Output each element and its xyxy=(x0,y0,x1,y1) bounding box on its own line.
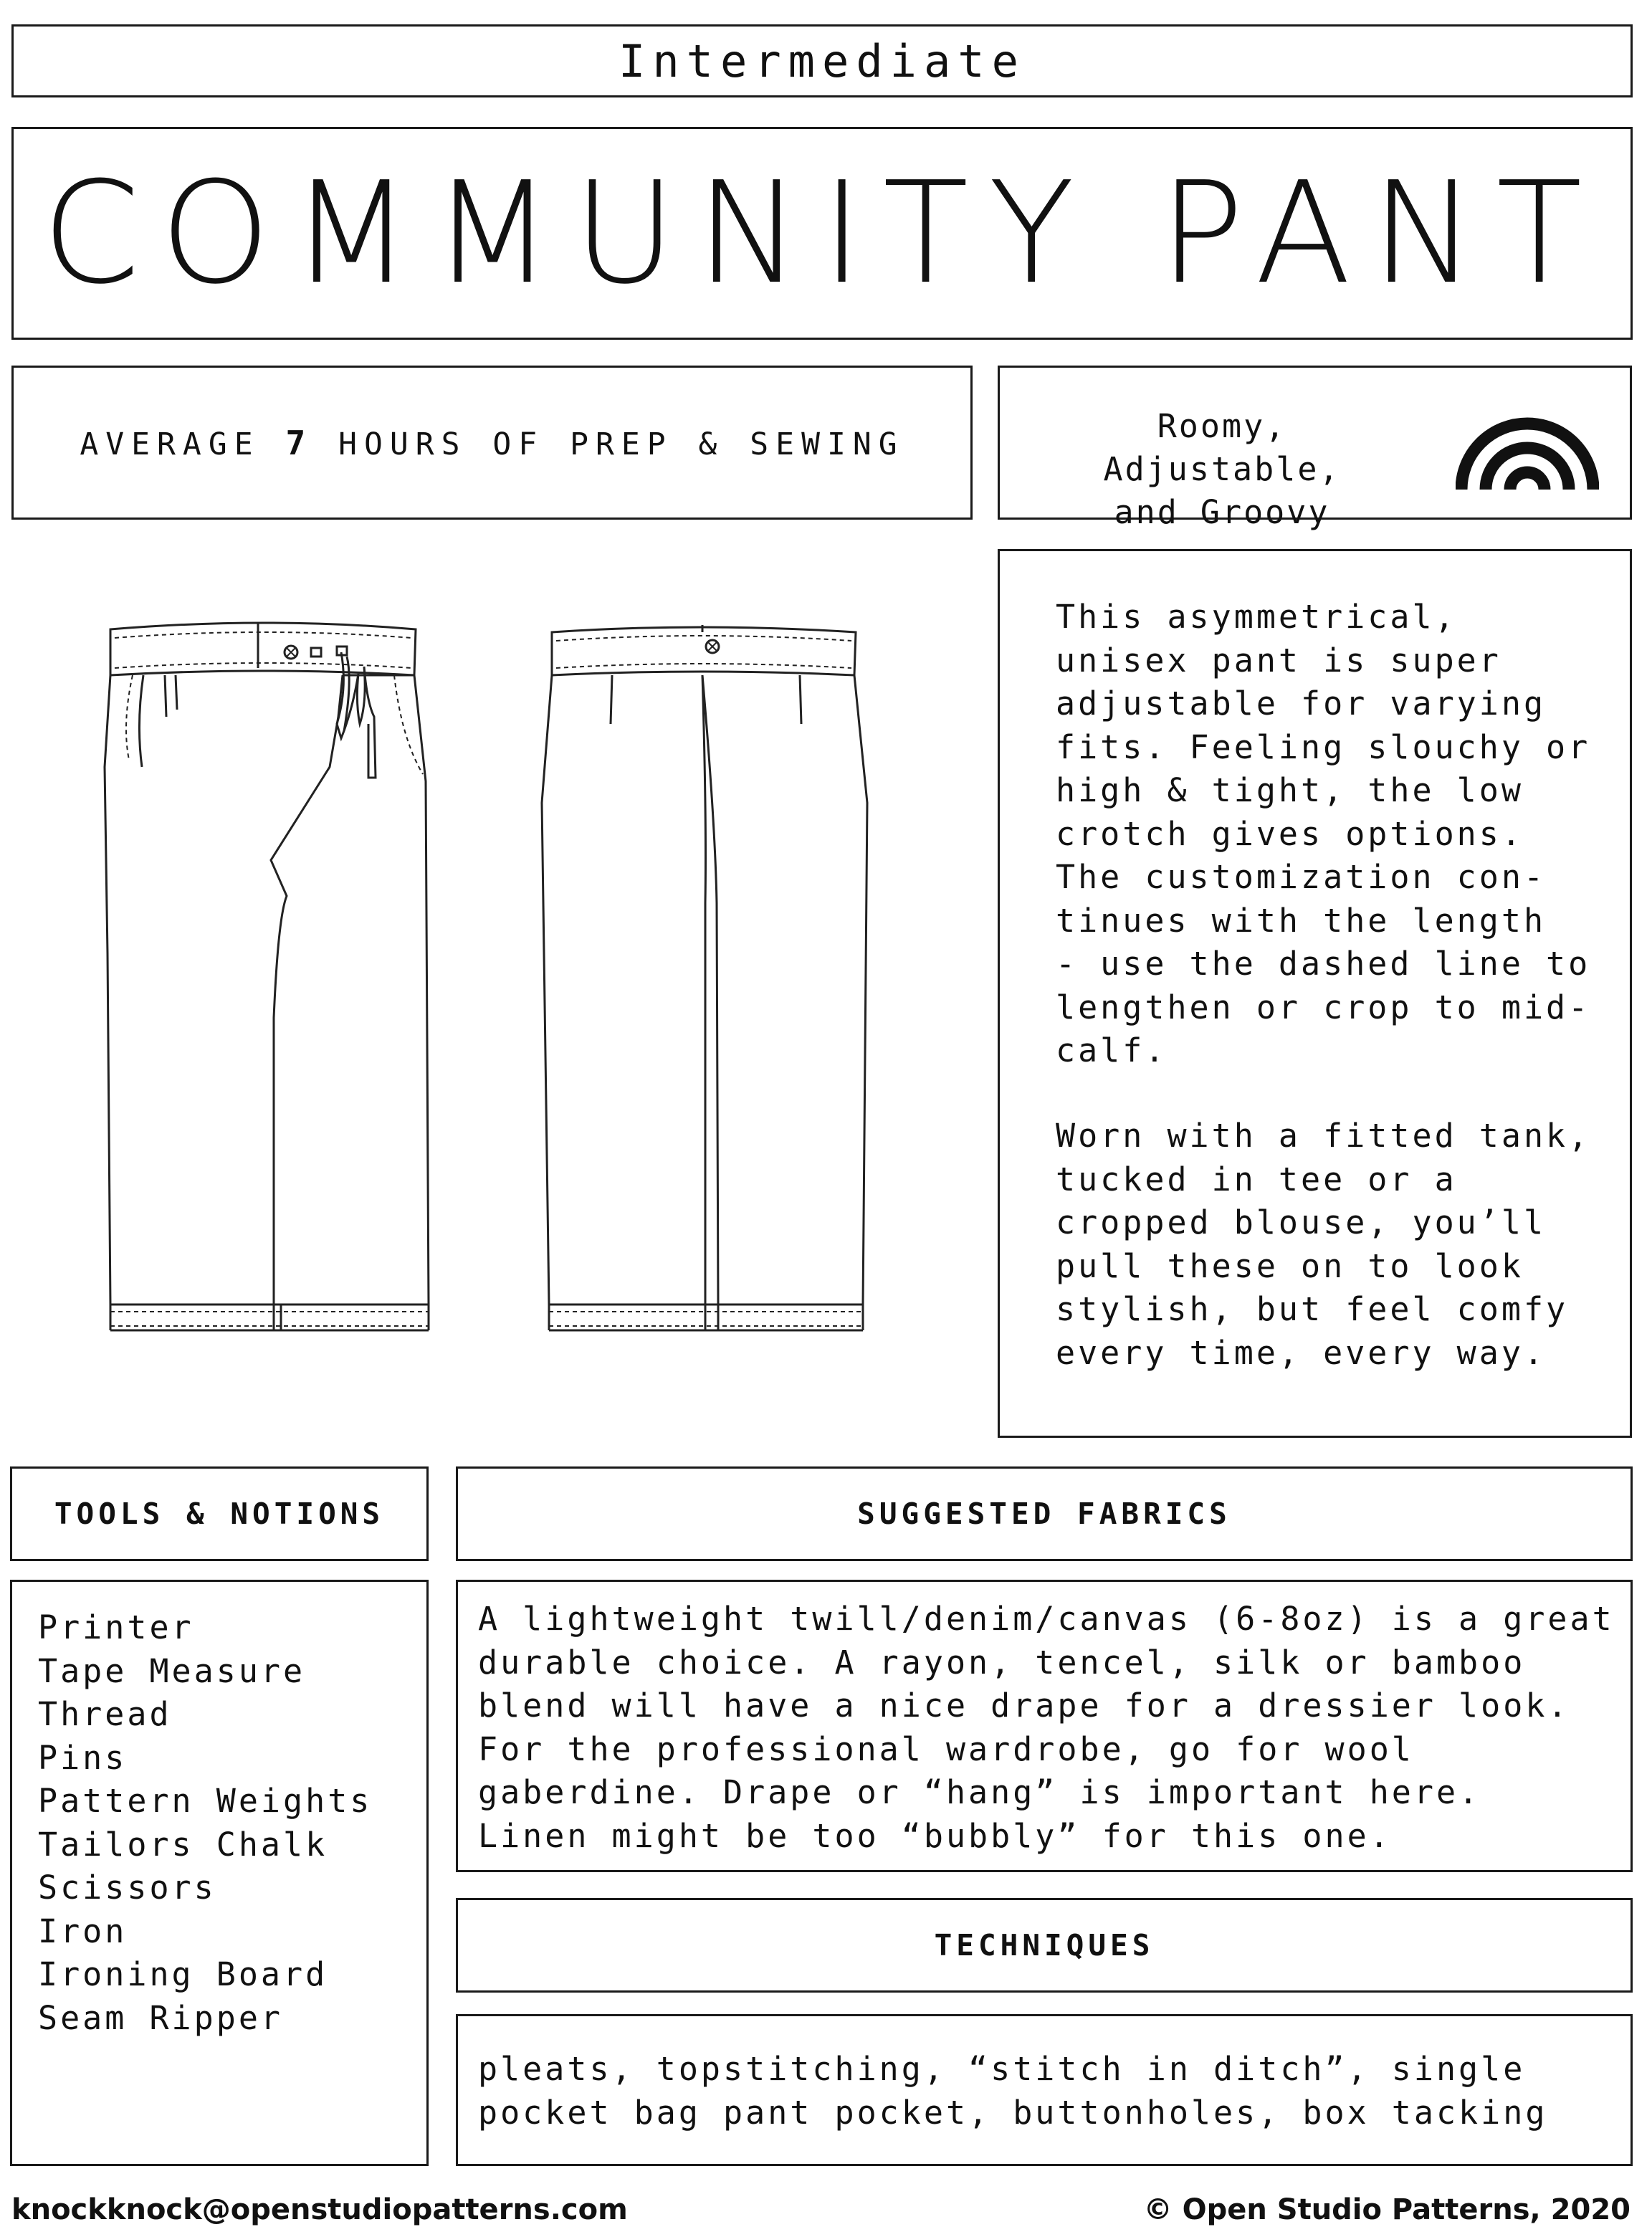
tools-item: Thread xyxy=(38,1695,172,1733)
time-suffix: HOURS OF PREP & SEWING xyxy=(338,426,904,462)
descriptor-line-1: Roomy, Adjustable, xyxy=(1103,407,1341,488)
description-paragraph-1: This asymmetrical, unisex pant is super adjustable for varying fits. Feeling slouchy or high & tight, the low crotch gives options. The customization con- tinues with the length - use the dashed line to lengthen or crop to mid- calf. xyxy=(1056,598,1591,1069)
page-title: COMMUNITY PANT xyxy=(42,151,1603,315)
time-hours: 7 xyxy=(285,423,313,462)
tools-item: Pins xyxy=(38,1738,128,1777)
tools-item: Scissors xyxy=(38,1869,216,1907)
tools-item: Seam Ripper xyxy=(38,1998,284,2037)
footer-copyright: © Open Studio Patterns, 2020 xyxy=(1143,2193,1630,2226)
tools-item: Ironing Board xyxy=(38,1955,328,1993)
time-prefix: AVERAGE xyxy=(80,426,260,462)
fabrics-heading-box xyxy=(456,1466,1633,1561)
footer-email: knockknock@openstudiopatterns.com xyxy=(11,2193,628,2226)
fabrics-heading: SUGGESTED FABRICS xyxy=(857,1497,1231,1531)
descriptor-text xyxy=(1028,405,1415,534)
pant-front-flat-sketch xyxy=(100,616,444,1340)
tools-item: Tape Measure xyxy=(38,1651,306,1690)
tools-list xyxy=(38,1606,372,2040)
rainbow-icon xyxy=(1456,412,1599,491)
techniques-heading: TECHNIQUES xyxy=(934,1928,1155,1962)
description-paragraph-2: Worn with a fitted tank, tucked in tee or a cropped blouse, you’ll pull these on to look stylish, but feel comfy every time, every way. xyxy=(1056,1117,1591,1372)
skill-level: Intermediate xyxy=(619,34,1026,87)
pant-back-flat-sketch xyxy=(536,616,880,1340)
techniques-heading-box xyxy=(456,1898,1633,1993)
techniques-text: pleats, topstitching, “stitch in ditch”, single pocket bag pant pocket, buttonholes, box tacking xyxy=(478,2050,1548,2132)
tools-item: Pattern Weights xyxy=(38,1782,373,1820)
time-estimate-box xyxy=(11,366,973,520)
title-box xyxy=(11,127,1633,340)
fabrics-text-box xyxy=(456,1580,1633,1872)
time-estimate xyxy=(80,424,904,462)
skill-level-box xyxy=(11,24,1633,97)
tools-list-box xyxy=(10,1580,429,2166)
fabrics-text: A lightweight twill/denim/canvas (6-8oz) is a great durable choice. A rayon, tencel, silk or bamboo blend will have a nice drape for a dressier look. For the professional wardrobe, go for wool gaberdine. Drape or “hang” is important here. Linen might be too “bubbly” for this one. xyxy=(478,1600,1615,1855)
descriptor-line-2: and Groovy xyxy=(1114,493,1330,531)
tools-item: Iron xyxy=(38,1912,128,1950)
tools-heading: TOOLS & NOTIONS xyxy=(54,1497,385,1531)
techniques-text-box xyxy=(456,2014,1633,2166)
tools-item: Tailors Chalk xyxy=(38,1825,328,1864)
description-box xyxy=(998,549,1632,1438)
tools-heading-box xyxy=(10,1466,429,1561)
tools-item: Printer xyxy=(38,1608,194,1646)
descriptor-box xyxy=(998,366,1632,531)
